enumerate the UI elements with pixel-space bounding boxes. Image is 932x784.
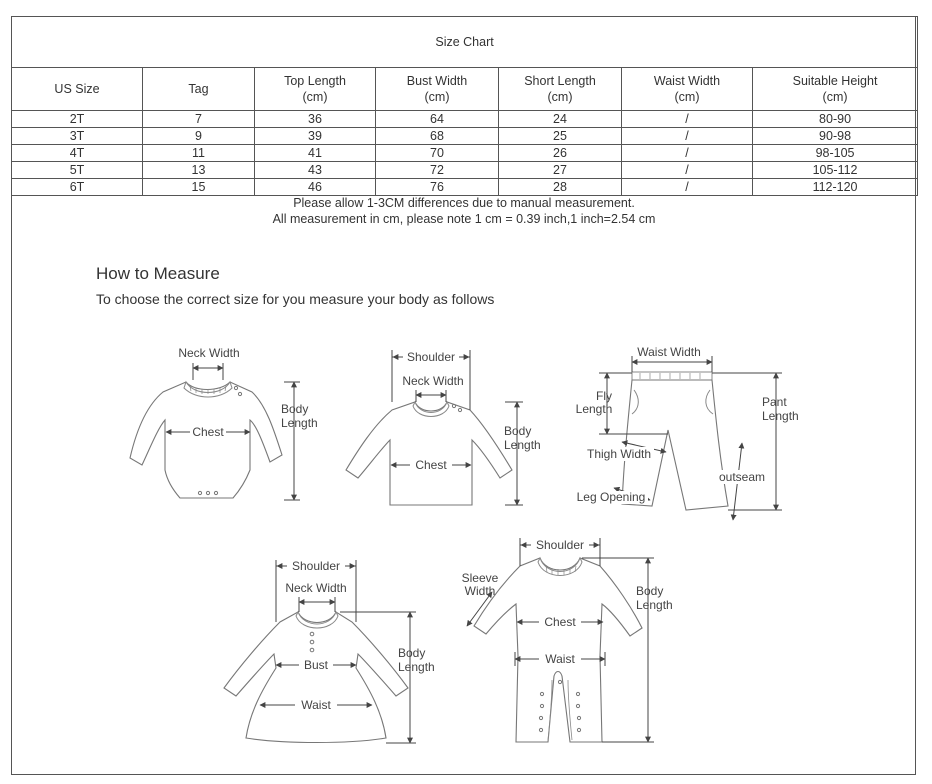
romper-outline [474,558,642,742]
dress-shoulder-label: Shoulder [291,559,341,573]
bodysuit-neck-label: Neck Width [178,346,240,360]
table-cell: 41 [255,145,376,162]
table-cell: 80-90 [753,111,918,128]
table-cell: 15 [143,179,255,196]
table-cell: 39 [255,128,376,145]
table-cell: 5T [12,162,143,179]
col-header-short-length: Short Length (cm) [499,68,622,111]
col-header-top-length: Top Length (cm) [255,68,376,111]
table-cell: 70 [376,145,499,162]
romper-waist-label: Waist [545,652,575,666]
table-cell: 13 [143,162,255,179]
pants-diagram [574,345,799,520]
table-cell: 72 [376,162,499,179]
table-cell: 28 [499,179,622,196]
table-cell: 90-98 [753,128,918,145]
dress-diagram [224,559,435,743]
bodysuit-length-label: Length [281,416,318,430]
pants-leg-opening-label: Leg Opening [576,490,646,504]
tshirt-body-label: Body [504,424,532,438]
col-header-bust-width: Bust Width (cm) [376,68,499,111]
dress-neck-label: Neck Width [285,581,347,595]
table-cell: 9 [143,128,255,145]
table-cell: 25 [499,128,622,145]
dress-outline [224,612,408,743]
dress-waist-label: Waist [301,698,331,712]
pants-pant-length-label: Length [762,409,799,423]
table-cell: 76 [376,179,499,196]
tshirt-length-label: Length [504,438,541,452]
pants-pant-label: Pant [762,395,787,409]
tshirt-shoulder-label: Shoulder [406,350,456,364]
table-cell: 11 [143,145,255,162]
bodysuit-diagram [130,346,318,500]
romper-sleeve-label: Sleeve [461,571,499,585]
table-cell: 2T [12,111,143,128]
table-cell: 7 [143,111,255,128]
bodysuit-outline [130,382,282,498]
tshirt-chest-label: Chest [415,458,447,472]
romper-diagram [462,538,673,742]
col-header-suitable-height: Suitable Height (cm) [753,68,918,111]
table-cell: 105-112 [753,162,918,179]
pants-waist-label: Waist Width [637,345,701,359]
table-cell: 3T [12,128,143,145]
bodysuit-chest-label: Chest [192,425,224,439]
tshirt-diagram [346,350,541,505]
bodysuit-body-label: Body [281,402,309,416]
table-cell: 24 [499,111,622,128]
table-cell: 112-120 [753,179,918,196]
table-cell: 36 [255,111,376,128]
romper-length-label: Length [636,598,673,612]
pants-outseam-label: outseam [718,470,766,484]
size-chart-title: Size Chart [12,17,918,68]
how-to-measure-title: How to Measure [96,264,220,283]
table-cell: 26 [499,145,622,162]
romper-sleeve-width-label: Width [464,584,496,598]
table-cell: / [622,179,753,196]
pants-thigh-label: Thigh Width [586,447,652,461]
romper-shoulder-label: Shoulder [535,538,585,552]
col-header-waist-width: Waist Width (cm) [622,68,753,111]
how-to-measure-subtitle: To choose the correct size for you measure your body as follows [96,291,495,307]
col-header-us-size: US Size [12,68,143,111]
unit-conversion-note: All measurement in cm, please note 1 cm = 0.39 inch,1 inch=2.54 cm [272,212,656,226]
table-cell: 43 [255,162,376,179]
table-cell: 98-105 [753,145,918,162]
table-cell: / [622,111,753,128]
table-cell: / [622,162,753,179]
pants-fly-label: Fly [596,389,612,403]
table-cell: 46 [255,179,376,196]
table-cell: 68 [376,128,499,145]
table-cell: 64 [376,111,499,128]
table-cell: 6T [12,179,143,196]
pants-fly-length-label: Length [575,402,613,416]
measurement-note: Please allow 1-3CM differences due to manual measurement. [293,196,635,210]
dress-body-label: Body [398,646,426,660]
table-cell: 4T [12,145,143,162]
romper-body-label: Body [636,584,664,598]
dress-bust-label: Bust [303,658,329,672]
table-cell: / [622,145,753,162]
dress-length-label: Length [398,660,435,674]
table-cell: 27 [499,162,622,179]
tshirt-neck-label: Neck Width [402,374,464,388]
col-header-tag: Tag [143,68,255,111]
table-cell: / [622,128,753,145]
romper-chest-label: Chest [544,615,576,629]
tshirt-outline [346,402,512,505]
